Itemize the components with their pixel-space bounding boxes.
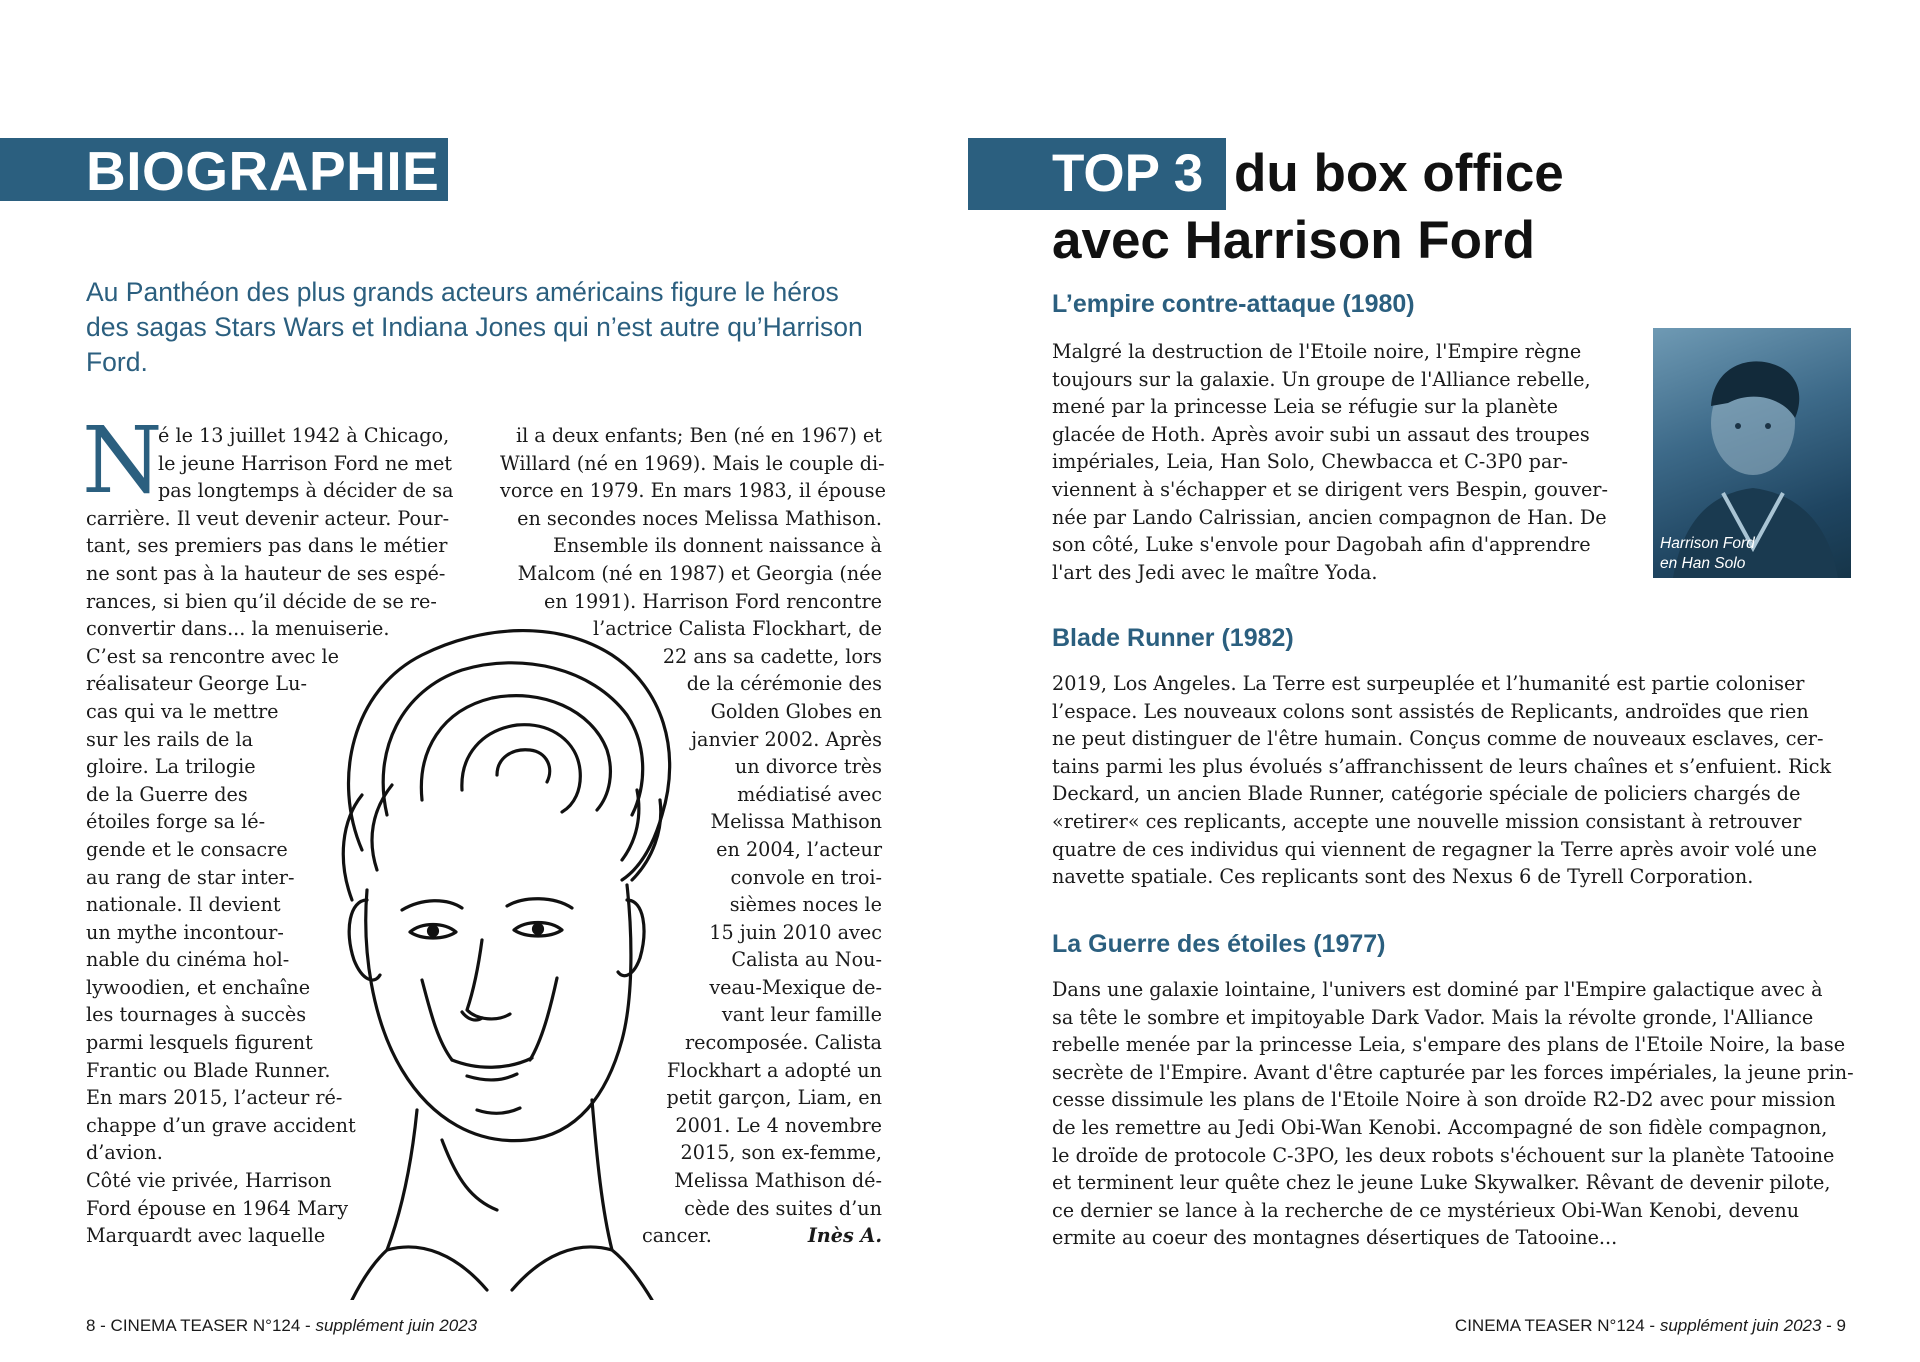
photo-caption-line1: Harrison Ford — [1660, 535, 1755, 552]
text-line: secrète de l'Empire. Avant d'être capturée par les forces impériales, la jeune prin- — [1052, 1060, 1854, 1084]
text-line: En mars 2015, l’acteur ré- — [86, 1086, 343, 1110]
text-line: en secondes noces Melissa Mathison. — [517, 506, 882, 530]
text-line: sièmes noces le — [729, 893, 882, 917]
film-title-blade-runner: Blade Runner (1982) — [1052, 624, 1294, 652]
text-line: cas qui va le mettre — [86, 699, 279, 723]
text-line: petit garçon, Liam, en — [666, 1086, 882, 1110]
text-line: janvier 2002. Après — [691, 727, 882, 751]
text-line: lywoodien, et enchaîne — [86, 975, 311, 999]
film-synopsis-empire — [1052, 338, 1628, 586]
text-line: Flockhart a adopté un — [666, 1058, 882, 1082]
film-synopsis-guerre-des-etoiles — [1052, 976, 1854, 1252]
text-line: Deckard, un ancien Blade Runner, catégorie spéciale de policiers chargés de — [1052, 782, 1801, 806]
photo-caption — [1660, 534, 1755, 574]
text-line: 15 juin 2010 avec — [709, 920, 882, 944]
film-title-empire: L’empire contre-attaque (1980) — [1052, 290, 1415, 318]
text-line: é le 13 juillet 1942 à Chicago, — [158, 424, 450, 447]
text-line: veau-Mexique de- — [709, 975, 882, 999]
text-line: le droïde de protocole C-3PO, les deux robots s'échouent sur la planète Tatooine — [1052, 1143, 1835, 1167]
text-line: parmi lesquels figurent — [86, 1031, 313, 1055]
text-line: convole en troi- — [730, 865, 882, 889]
text-line: chappe d’un grave accident — [86, 1113, 356, 1137]
text-line: en 1991). Harrison Ford rencontre — [544, 589, 882, 613]
text-line: Frantic ou Blade Runner. — [86, 1058, 331, 1082]
text-line: impériales, Leia, Han Solo, Chewbacca et C-3P0 par- — [1052, 450, 1569, 474]
text-line: tains parmi les plus évolués s’affranchissent de leurs chaînes et s’enfuient. Rick — [1052, 754, 1832, 778]
text-line: rances, si bien qu’il décide de se re- — [86, 589, 437, 613]
text-line: l’espace. Les nouveaux colons sont assistés de Replicants, androïdes que rien — [1052, 699, 1809, 723]
biographie-lead: Au Panthéon des plus grands acteurs américains figure le héros des sagas Stars Wars et Indiana Jones qui n’est autre qu’Harrison Ford. — [86, 277, 863, 377]
text-line: Marquardt avec laquelle — [86, 1224, 326, 1248]
text-line: Melissa Mathison — [710, 810, 882, 834]
top3-title: du box office — [1234, 144, 1564, 203]
text-line: vorce en 1979. En mars 1983, il épouse — [500, 479, 886, 503]
text-line: Dans une galaxie lointaine, l'univers est dominé par l'Empire galactique avec à — [1052, 978, 1823, 1001]
text-line: ermite au coeur des montagnes désertiques de Tatooine... — [1052, 1226, 1618, 1250]
text-line: ne peut distinguer de l'être humain. Conçus comme de nouveaux esclaves, cer- — [1052, 727, 1824, 751]
text-line: sur les rails de la — [86, 727, 254, 751]
text-line: vant leur famille — [721, 1003, 882, 1027]
footer-left — [86, 1316, 477, 1336]
text-line: toujours sur la galaxie. Un groupe de l'Alliance rebelle, — [1052, 367, 1591, 391]
text-line: pas longtemps à décider de sa — [158, 479, 454, 503]
text-line: Côté vie privée, Harrison — [86, 1169, 332, 1193]
author-signature: Inès A. — [807, 1224, 882, 1248]
text-line: cancer. — [642, 1224, 712, 1248]
text-line: Calista au Nou- — [731, 948, 882, 972]
text-line: un mythe incontour- — [86, 920, 284, 944]
text-line: de la cérémonie des — [686, 672, 882, 696]
text-line-last — [500, 1222, 882, 1250]
text-line: 2001. Le 4 novembre — [675, 1113, 882, 1137]
text-line: viennent à s'échapper et se dirigent vers Bespin, gouver- — [1052, 477, 1608, 501]
text-line: gloire. La trilogie — [86, 755, 256, 779]
text-line: recomposée. Calista — [685, 1031, 882, 1055]
text-line: née par Lando Calrissian, ancien compagnon de Han. De — [1052, 505, 1607, 529]
text-line: réalisateur George Lu- — [86, 672, 307, 696]
text-line: il a deux enfants; Ben (né en 1967) et — [515, 424, 882, 447]
text-line: Malcom (né en 1987) et Georgia (née — [517, 561, 882, 585]
footer-left-supplement: supplément juin 2023 — [315, 1316, 478, 1335]
text-line: gende et le consacre — [86, 837, 288, 861]
text-line: au rang de star inter- — [86, 865, 295, 889]
text-line: l'art des Jedi avec le maître Yoda. — [1052, 560, 1378, 584]
text-line: glacée de Hoth. Après avoir subi un assaut des troupes — [1052, 422, 1590, 446]
text-line: Malgré la destruction de l'Etoile noire, l'Empire règne — [1052, 340, 1582, 363]
text-line: tant, ses premiers pas dans le métier — [86, 534, 448, 558]
footer-right-text: CINEMA TEASER N°124 - — [1454, 1316, 1660, 1335]
text-line: d’avion. — [86, 1141, 163, 1165]
film-title-guerre-des-etoiles: La Guerre des étoiles (1977) — [1052, 930, 1386, 958]
text-line: Melissa Mathison dé- — [674, 1169, 882, 1193]
text-line: rebelle menée par la princesse Leia, s'empare des plans de l'Etoile Noire, la base — [1052, 1033, 1846, 1057]
text-line: médiatisé avec — [737, 782, 882, 806]
drop-cap: N — [82, 407, 163, 514]
text-line: étoiles forge sa lé- — [86, 810, 266, 834]
text-line: en 2004, l’acteur — [716, 837, 882, 861]
text-line: un divorce très — [734, 755, 882, 779]
text-line: les tournages à succès — [86, 1003, 307, 1027]
text-line: 2019, Los Angeles. La Terre est surpeuplée et l’humanité est partie coloniser — [1052, 672, 1805, 695]
text-line: nationale. Il devient — [86, 893, 281, 917]
text-line: cesse dissimule les plans de l'Etoile Noire à son droïde R2-D2 avec pour mission — [1052, 1088, 1836, 1112]
footer-right-supplement: supplément juin 2023 — [1659, 1316, 1822, 1335]
footer-right — [1455, 1316, 1846, 1336]
text-line: l’actrice Calista Flockhart, de — [592, 617, 882, 641]
photo-caption-line2: en Han Solo — [1660, 555, 1746, 572]
text-line: nable du cinéma hol- — [86, 948, 290, 972]
film-synopsis-blade-runner — [1052, 670, 1850, 891]
text-line: de la Guerre des — [86, 782, 248, 806]
text-line: 2015, son ex-femme, — [680, 1141, 882, 1165]
footer-left-text: 8 - CINEMA TEASER N°124 - — [86, 1316, 316, 1335]
text-line: «retirer« ces replicants, accepte une nouvelle mission consistant à retrouver — [1052, 809, 1802, 833]
text-line: Ensemble ils donnent naissance à — [553, 534, 882, 558]
top3-title-line2: avec Harrison Ford — [1052, 211, 1536, 270]
text-line: son côté, Luke s'envole pour Dagobah afin d'apprendre — [1052, 533, 1591, 557]
biographie-column-1 — [86, 422, 466, 1250]
text-line: ne sont pas à la hauteur de ses espé- — [86, 561, 446, 585]
top3-title-highlight: TOP 3 — [1052, 144, 1204, 203]
biographie-column-2 — [500, 422, 886, 1250]
text-line: le jeune Harrison Ford ne met — [158, 451, 453, 475]
text-line: navette spatiale. Ces replicants sont des Nexus 6 de Tyrell Corporation. — [1052, 865, 1754, 889]
text-line: sa tête le sombre et impitoyable Dark Vador. Mais la révolte gronde, l'Alliance — [1052, 1005, 1814, 1029]
text-line: ce dernier se lance à la recherche de ce mystérieux Obi-Wan Kenobi, devenu — [1052, 1198, 1800, 1222]
text-line: de les remettre au Jedi Obi-Wan Kenobi. Accompagné de son fidèle compagnon, — [1052, 1115, 1828, 1139]
biographie-title: BIOGRAPHIE — [86, 140, 440, 202]
footer-right-page-number: - 9 — [1821, 1316, 1846, 1335]
text-line: cède des suites d’un — [684, 1196, 882, 1220]
text-line: carrière. Il veut devenir acteur. Pour- — [86, 506, 450, 530]
text-line: Ford épouse en 1964 Mary — [86, 1196, 349, 1220]
text-line: Willard (né en 1969). Mais le couple di- — [500, 451, 885, 475]
text-line: mené par la princesse Leia se réfugie sur la planète — [1052, 395, 1558, 419]
text-line: 22 ans sa cadette, lors — [662, 644, 882, 668]
text-line: C’est sa rencontre avec le — [86, 644, 340, 668]
text-line: Golden Globes en — [710, 699, 882, 723]
text-line: quatre de ces individus qui viennent de regagner la Terre après avoir volé une — [1052, 837, 1817, 861]
text-line: convertir dans... la menuiserie. — [86, 617, 390, 641]
text-line: et terminent leur quête chez le jeune Luke Skywalker. Rêvant de devenir pilote, — [1052, 1171, 1831, 1195]
